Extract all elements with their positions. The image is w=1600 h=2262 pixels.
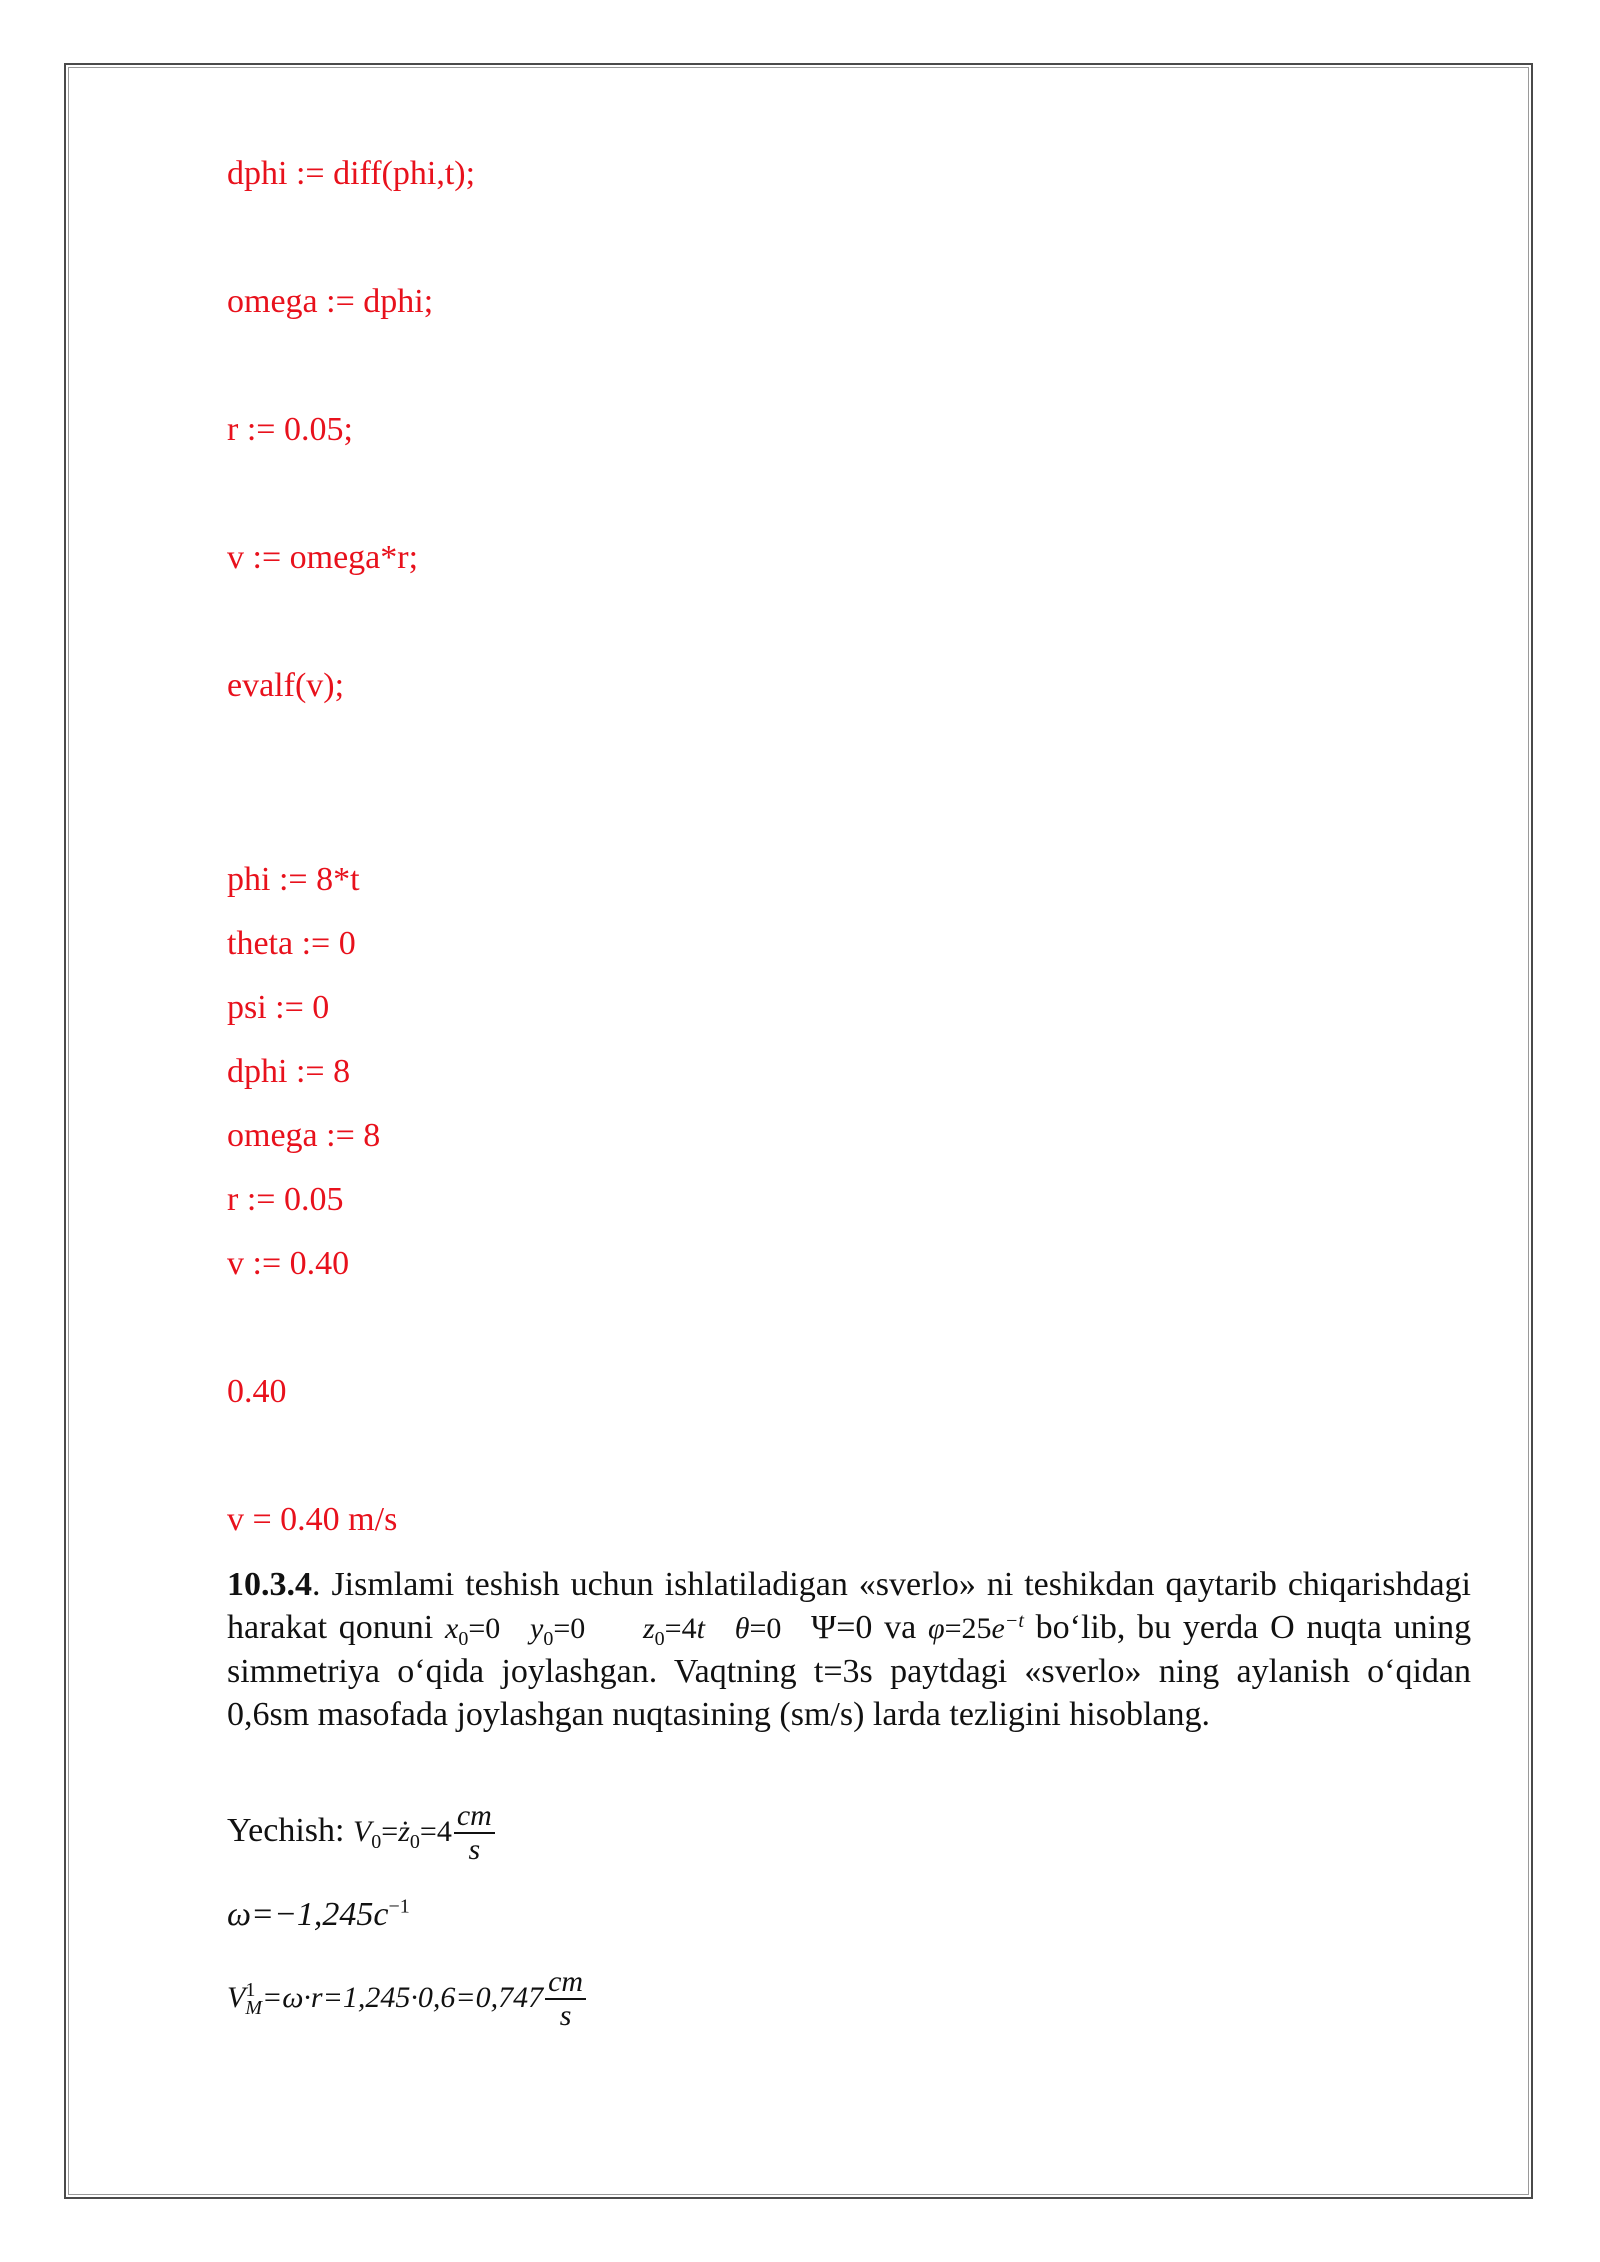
law-theta: θ=0 [734, 1612, 782, 1645]
code-line: theta := 0 [227, 925, 356, 962]
code-line: psi := 0 [227, 989, 330, 1026]
law-x0: $x_0=0$ [444, 1612, 501, 1650]
law-z0: $z_0=4t$ [642, 1612, 705, 1650]
code-line: evalf(v); [227, 667, 345, 704]
vm-unit-fraction: $\frac{cm}{s}$ [545, 1966, 586, 2032]
law-va: va [884, 1609, 917, 1646]
code-line: v := omega*r; [227, 539, 419, 576]
code-line: r := 0.05 [227, 1181, 344, 1218]
code-line: dphi := diff(phi,t); [227, 155, 476, 192]
problem-text-2: bo‘lib, bu yerda O nuqta uning simmetriya o‘qida joylashgan. Vaqtning t=3s paytdagi «sverlo» ning aylanish o‘qidan 0,6sm masofada joylashgan nuqtasining (sm/s) larda tezligini hisoblang. [227, 1609, 1472, 1733]
unit-fraction: $\frac{cm}{s}$ [454, 1800, 495, 1866]
code-line: phi := 8*t [227, 861, 360, 898]
law-psi: Ψ=0 [811, 1609, 873, 1646]
v0-formula: $V_0=ż_0=4$ [352, 1814, 452, 1853]
code-line: v := 0.40 [227, 1245, 350, 1282]
law-phi: $\varphi=25e^{-t}$ [927, 1610, 1024, 1645]
result-line: v = 0.40 m/s [227, 1501, 398, 1538]
problem-paragraph: 10.3.4. Jismlami teshish uchun ishlatiladigan «sverlo» ni teshikdan qaytarib chiqarishdagi harakat qonuni $x_0=0$ $y_0=0$ $z_0=4t$ θ=0 Ψ=0 va $\varphi=25e^{-t}$ bo‘lib, bu yerda O nuqta uning simmetriya o‘qida joylashgan. Vaqtning t=3s paytdagi «sverlo» ning aylanish o‘qidan 0,6sm masofada joylashgan nuqtasining (sm/s) larda tezligini hisoblang. [227, 1566, 1472, 1733]
solution-label: Yechish: [227, 1811, 345, 1849]
code-line: dphi := 8 [227, 1053, 351, 1090]
code-line: omega := dphi; [227, 283, 434, 320]
omega-formula: $\omega=-1,245c^{-1}$ [227, 1895, 410, 1933]
vm-formula: $V^1_M=\omega\cdot r=1,245\cdot 0,6=0,747$ $\frac{cm}{s}$ [227, 1966, 586, 2032]
code-line: r := 0.05; [227, 411, 353, 448]
problem-number: 10.3.4 [227, 1566, 312, 1603]
solution-line [227, 1800, 495, 1866]
output-value: 0.40 [227, 1373, 287, 1410]
law-y0: $y_0=0$ [529, 1612, 586, 1650]
code-line: omega := 8 [227, 1117, 381, 1154]
problem-text-1: Jismlami teshish uchun ishlatiladigan «sverlo» ni teshikdan qaytarib chiqarishdagi harakat qonuni [227, 1566, 1471, 1646]
